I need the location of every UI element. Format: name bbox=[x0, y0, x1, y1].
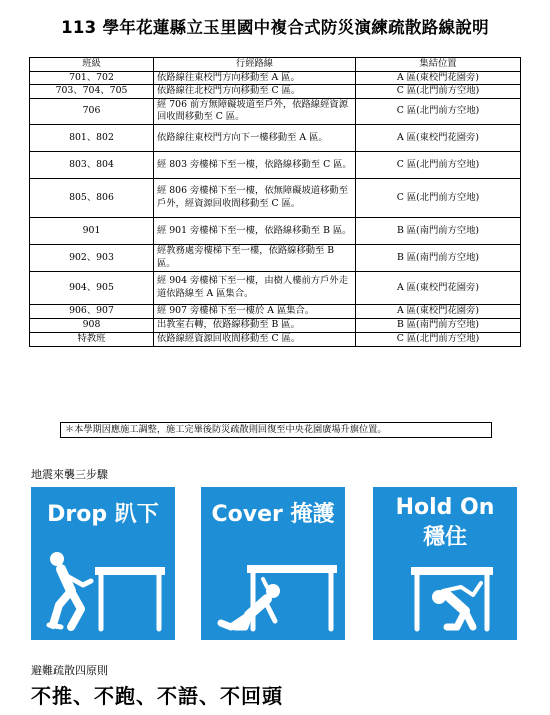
cell-class: 706 bbox=[30, 98, 154, 124]
cell-class: 908 bbox=[30, 318, 154, 332]
table-row bbox=[30, 98, 521, 124]
cell-route: 經 901 旁樓梯下至一樓，依路線移動至 B 區。 bbox=[154, 217, 356, 244]
table-row bbox=[30, 124, 521, 151]
principles-heading: 避難疏散四原則 bbox=[31, 664, 108, 677]
table-row bbox=[30, 85, 521, 98]
cell-assembly: B 區(南門前方空地) bbox=[356, 244, 521, 271]
table-row bbox=[30, 271, 521, 304]
cell-route: 依路線經資源回收間移動至 C 區。 bbox=[154, 332, 356, 346]
cell-assembly: B 區(南門前方空地) bbox=[356, 217, 521, 244]
drop-label: Drop 趴下 bbox=[47, 502, 159, 527]
cell-class: 904、905 bbox=[30, 271, 154, 304]
cell-route: 經 806 旁樓梯下至一樓，依無障礙坡道移動至戶外，經資源回收間移動至 C 區。 bbox=[154, 178, 356, 217]
table-row bbox=[30, 151, 521, 178]
table-header-row bbox=[30, 58, 521, 72]
cell-class: 906、907 bbox=[30, 304, 154, 318]
cell-assembly: A 區(東校門花園旁) bbox=[356, 271, 521, 304]
drop-pictogram-icon bbox=[31, 487, 175, 640]
cell-route: 經 907 旁樓梯下至一樓於 A 區集合。 bbox=[154, 304, 356, 318]
header-route: 行經路線 bbox=[154, 58, 356, 72]
table-row bbox=[30, 217, 521, 244]
cell-assembly: C 區(北門前方空地) bbox=[356, 85, 521, 98]
cell-class: 特教班 bbox=[30, 332, 154, 346]
hold-on-pictogram-icon bbox=[373, 487, 517, 640]
cell-class: 703、704、705 bbox=[30, 85, 154, 98]
cell-assembly: C 區(北門前方空地) bbox=[356, 332, 521, 346]
cell-assembly: A 區(東校門花園旁) bbox=[356, 124, 521, 151]
table-row bbox=[30, 178, 521, 217]
page-title: 113 學年花蓮縣立玉里國中複合式防災演練疏散路線說明 bbox=[61, 18, 489, 37]
table-row bbox=[30, 244, 521, 271]
hold-on-panel bbox=[373, 487, 517, 640]
cell-class: 801、802 bbox=[30, 124, 154, 151]
hold-on-label-zh: 穩住 bbox=[422, 525, 467, 550]
drop-panel bbox=[31, 487, 175, 640]
cover-pictogram-icon bbox=[201, 487, 345, 640]
header-class: 班級 bbox=[30, 58, 154, 72]
cell-assembly: C 區(北門前方空地) bbox=[356, 178, 521, 217]
cell-route: 依路線往東校門方向移動至 A 區。 bbox=[154, 72, 356, 85]
cell-assembly: C 區(北門前方空地) bbox=[356, 151, 521, 178]
cover-label: Cover 掩護 bbox=[211, 502, 335, 527]
cell-class: 701、702 bbox=[30, 72, 154, 85]
route-table bbox=[29, 57, 521, 347]
cell-class: 805、806 bbox=[30, 178, 154, 217]
cell-assembly: B 區(南門前方空地) bbox=[356, 318, 521, 332]
cell-route: 出教室右轉，依路線移動至 B 區。 bbox=[154, 318, 356, 332]
cell-route: 經 803 旁樓梯下至一樓，依路線移動至 C 區。 bbox=[154, 151, 356, 178]
cell-route: 依路線往東校門方向下一樓移動至 A 區。 bbox=[154, 124, 356, 151]
cell-assembly: A 區(東校門花園旁) bbox=[356, 304, 521, 318]
cell-route: 依路線往北校門方向移動至 C 區。 bbox=[154, 85, 356, 98]
cell-route: 經教務處旁樓梯下至一樓，依路線移動至 B 區。 bbox=[154, 244, 356, 271]
construction-note: ＊本學期因應施工調整，施工完畢後防災疏散則回復至中央花園廣場升旗位置。 bbox=[60, 422, 492, 438]
cover-panel bbox=[201, 487, 345, 640]
table-row bbox=[30, 332, 521, 346]
cell-route: 經 706 前方無障礙坡道至戶外，依路線經資源回收間移動至 C 區。 bbox=[154, 98, 356, 124]
cell-class: 902、903 bbox=[30, 244, 154, 271]
hold-on-label: Hold On bbox=[395, 495, 495, 520]
table-row bbox=[30, 72, 521, 85]
table-row bbox=[30, 304, 521, 318]
cell-class: 803、804 bbox=[30, 151, 154, 178]
table-row bbox=[30, 318, 521, 332]
earthquake-heading: 地震來襲三步驟 bbox=[31, 468, 108, 481]
principles-text: 不推、不跑、不語、不回頭 bbox=[31, 684, 283, 708]
cell-route: 經 904 旁樓梯下至一樓，由樹人樓前方戶外走道依路線至 A 區集合。 bbox=[154, 271, 356, 304]
cell-assembly: A 區(東校門花園旁) bbox=[356, 72, 521, 85]
header-assembly: 集結位置 bbox=[356, 58, 521, 72]
cell-assembly: C 區(北門前方空地) bbox=[356, 98, 521, 124]
cell-class: 901 bbox=[30, 217, 154, 244]
